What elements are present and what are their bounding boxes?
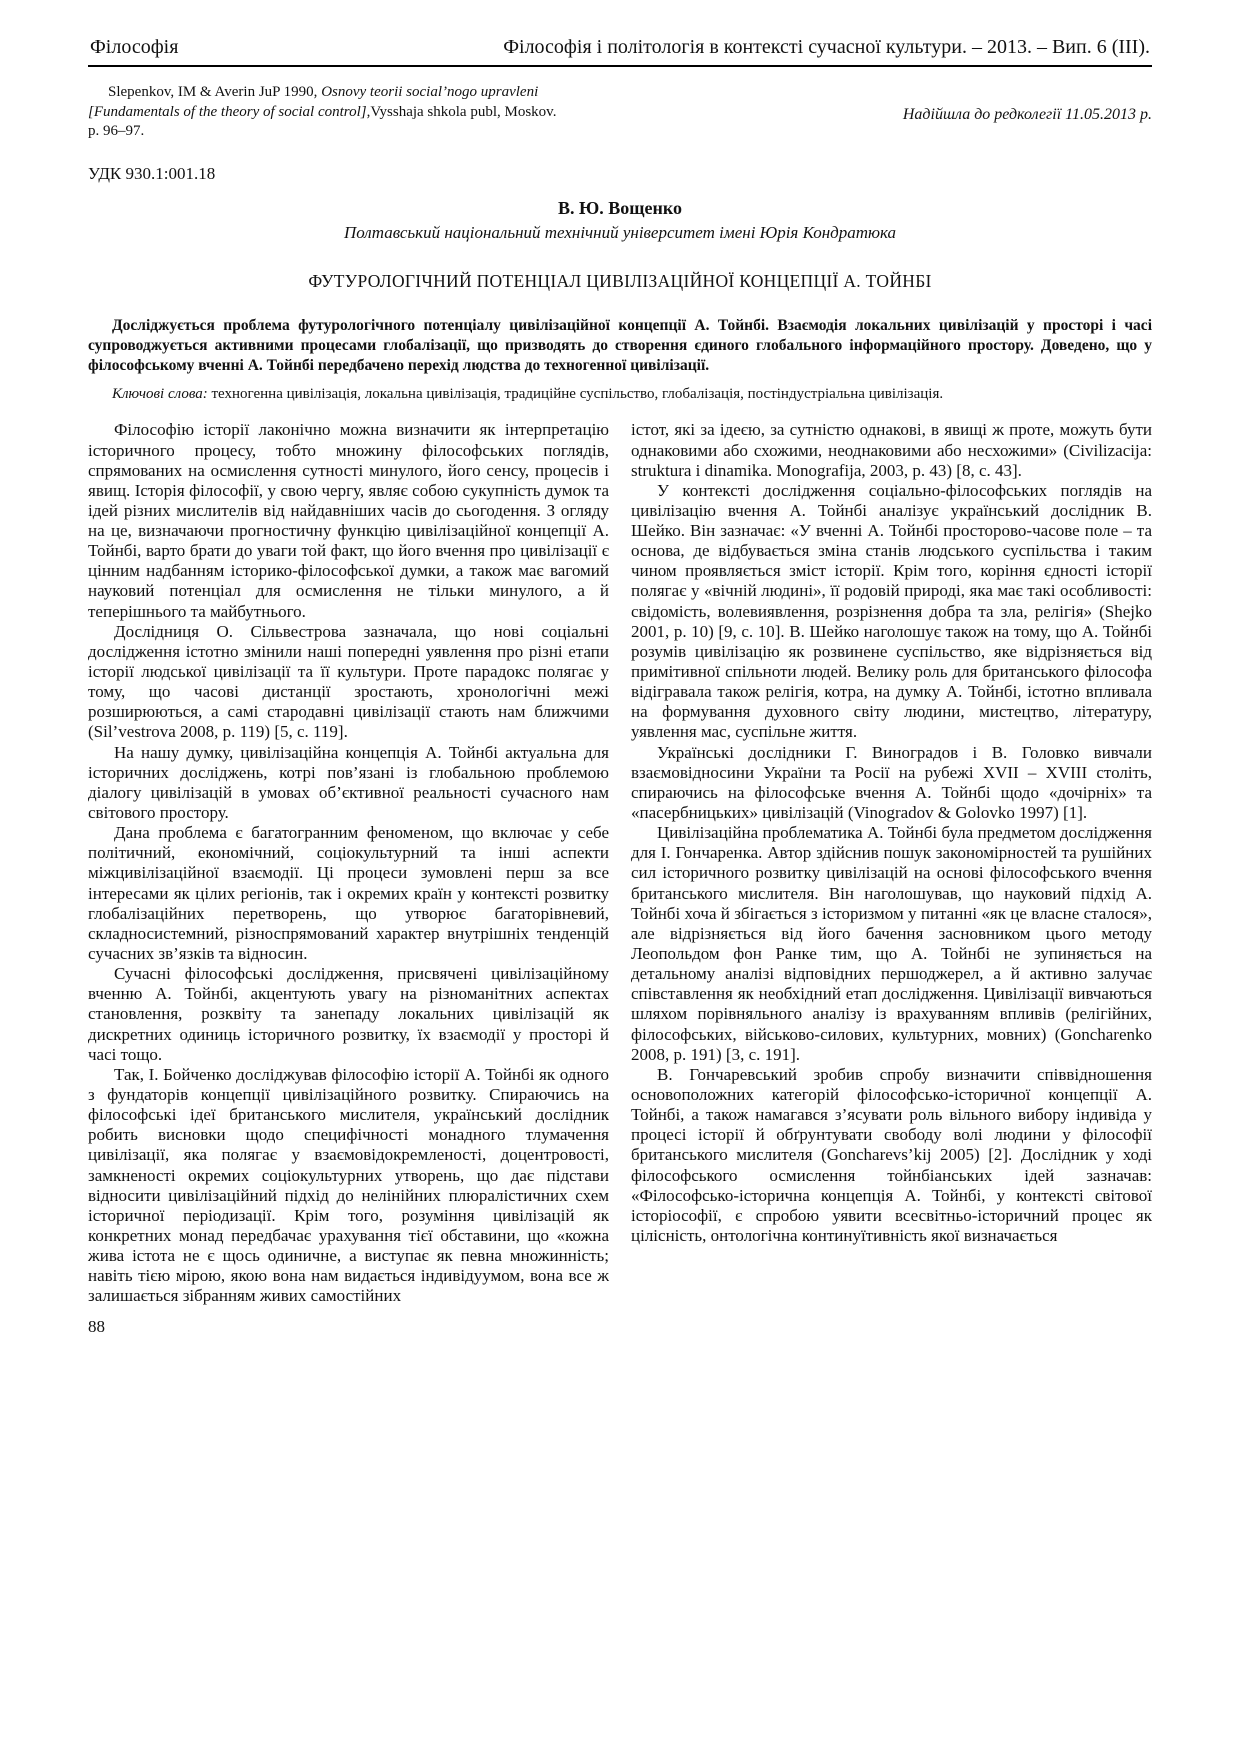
received-date: Надійшла до редколегії 11.05.2013 р. [902,106,1152,124]
left-column [88,420,609,1306]
bibliographic-reference [88,83,558,142]
paragraph: На нашу думку, цивілізаційна концепція А. Тойнбі актуальна для історичних досліджень, котрі пов’язані із глобальною проблемою діалогу цивілізацій в умовах об’єктивної реальності сучасного нам світового простору. [88,742,609,823]
reference-publisher: ,Vysshaja shkola publ, Moskov. p. 96–97. [88,103,557,139]
front-matter-row [88,83,1152,142]
paragraph: Сучасні філософські дослідження, присвячені цивілізаційному вченню А. Тойнбі, акцентують увагу на різноманітних аспектах становлення, розквіту та занепаду локальних цивілізацій як дискретних одиниць історичного розвитку, їх взаємодії у просторі й часі тощо. [88,964,609,1064]
paragraph: Українські дослідники Г. Виноградов і В. Головко вивчали взаємовідносини України та Росії на рубежі XVII – XVIII століть, спираючись на філософське вчення А. Тойнбі щодо «дочірніх» та «пасербницьких» цивілізацій (Vinogradov & Golovko 1997) [1]. [631,742,1152,823]
two-column-body [88,420,1152,1306]
keywords-label: Ключові слова: [112,385,208,402]
running-head-section: Філософія [90,36,179,58]
author-affiliation: Полтавський національний технічний університет імені Юрія Кондратюка [343,222,897,242]
running-head [88,36,1152,67]
author-name: В. Ю. Вощенко [558,197,682,218]
reference-authors: Slepenkov, IM & Averin JuP 1990, [108,84,322,100]
reference-title: Osnovy teorii social’nogo upravleni [Fundamentals of the theory of social control] [88,84,539,120]
right-column [631,420,1152,1306]
running-head-journal-title: Філософія і політологія в контексті сучасної культури. – 2013. – Вип. 6 (ІІІ). [503,36,1150,58]
keywords [88,385,1152,405]
keywords-list: техногенна цивілізація, локальна цивілізація, традиційне суспільство, глобалізація, постіндустріальна цивілізація. [207,385,944,402]
paragraph: Дана проблема є багатогранним феноменом, що включає у себе політичний, економічний, соціокультурний та інші аспекти міжцивілізаційної взаємодії. Ці процеси зумовлені перш за все інтересами як цілих регіонів, так і окремих країн у контексті розвитку глобалізаційних перетворень, що утворює багаторівневий, складносистемний, різноспрямований характер внутрішніх тенденцій сучасних зв’язків та відносин. [88,823,609,964]
paragraph: Так, І. Бойченко досліджував філософію історії А. Тойнбі як одного з фундаторів концепції цивілізаційного розвитку. Спираючись на філософські ідеї британського мислителя, український дослідник робить висновки щодо специфічності монадного тлумачення цивілізації, яка полягає у взаємовідокремленості, доцентровості, замкненості окремих соціокультурних утворень, що дає підстави відносити цивілізаційний підхід до нелінійних плюралістичних схем історичної періодизації. Крім того, розуміння цивілізацій як конкретних монад передбачає урахування тієї обставини, що «кожна жива істота не є щось одиничне, а виступає як певна множинність; навіть тією мірою, якою вона нам видається індивідуумом, вона все ж залишається зібранням живих самостійних [88,1064,609,1306]
udc-code: УДК 930.1:001.18 [88,163,216,183]
paragraph: Філософію історії лаконічно можна визначити як інтерпретацію історичного процесу, тобто множину філософських поглядів, спрямованих на осмислення сутності минулого, його сенсу, процесів і явищ. Історія філософії, у свою чергу, являє собою сукупність думок та ідей різних мислителів від найдавніших часів до сьогодення. З огляду на це, визначаючи прогностичну функцію цивілізаційної концепції А. Тойнбі, варто брати до уваги той факт, що його вчення про цивілізації є цінним надбанням історико-філософської думки, а також має вагомий науковий потенціал для осмислення не тільки минулого, а й теперішнього та майбутнього. [88,420,609,621]
paragraph: Цивілізаційна проблематика А. Тойнбі була предметом дослідження для І. Гончаренка. Автор здійснив пошук закономірностей та рушійних сил історичного розвитку цивілізацій на основі філософського вчення британського мислителя. Він наголошував, що науковий підхід А. Тойнбі хоча й збігається з історизмом у питанні «як це власне сталося», але відрізняється від його бачення засновником цього методу Леопольдом фон Ранке тим, що А. Тойнбі не зупиняється на детальному аналізі відповідних першоджерел, а й активно залучає співставлення як необхідний етап дослідження. Цивілізації вивчаються шляхом порівняльного аналізу із врахуванням впливів (релігійних, філософських, військово-силових, культурних, мовних) (Goncharenko 2008, p. 191) [3, с. 191]. [631,823,1152,1064]
paragraph: Дослідниця О. Сільвестрова зазначала, що нові соціальні дослідження істотно змінили наші попередні уявлення про різні етапи історії людської цивілізації та її культури. Проте парадокс полягає у тому, що часові дистанції зростають, хронологічні межі розширюються, а самі стародавні цивілізації стають нам ближчими (Sil’vestrova 2008, p. 119) [5, с. 119]. [88,621,609,742]
abstract: Досліджується проблема футурологічного потенціалу цивілізаційної концепції А. Тойнбі. Взаємодія локальних цивілізацій у просторі і часі супроводжується активними процесами глобалізації, що призводять до створення єдиного глобального інформаційного простору. Доведено, що у філософському вченні А. Тойнбі передбачено перехід людства до техногенної цивілізації. [88,316,1152,375]
page-number: 88 [88,1316,105,1336]
paragraph: В. Гончаревський зробив спробу визначити співвідношення основоположних категорій філософсько-історичної концепції А. Тойнбі, а також намагався з’ясувати роль вільного вибору індивіда у процесі історії й обґрунтувати свободу волі людини у філософії британського мислителя (Goncharevs’kij 2005) [2]. Дослідник у ході філософського осмислення тойнбіанських ідей зазначав: «Філософсько-історична концепція А. Тойнбі, у контексті світової історіософії, є спробою уявити всесвітньо-історичний процес як цілісність, онтологічна континуїтивність якої визначається [631,1064,1152,1245]
paragraph: У контексті дослідження соціально-філософських поглядів на цивілізацію вчення А. Тойнбі аналізує український дослідник В. Шейко. Він зазначає: «У вченні А. Тойнбі просторово-часове поле – та основа, де відбувається зміна станів людського суспільства і таким чином проявляється зміст історії. Крім того, коріння єдності історії полягає у «вічній людині», її родовій природі, яка має такі особливості: свідомість, волевиявлення, розрізнення добра та зла, релігія» (Shejko 2001, p. 10) [9, с. 10]. В. Шейко наголошує також на тому, що А. Тойнбі розумів цивілізацію як розвинене суспільство, яке відрізняється від примітивної спільноти людей. Велику роль для британського філософа відігравала також релігія, котра, на думку А. Тойнбі, істотно впливала на формування духовного світу людини, мистецтво, літературу, уявлення мас, суспільне життя. [631,480,1152,742]
article-title: ФУТУРОЛОГІЧНИЙ ПОТЕНЦІАЛ ЦИВІЛІЗАЦІЙНОЇ КОНЦЕПЦІЇ А. ТОЙНБІ [308,270,932,291]
paragraph-continuation: істот, які за ідеєю, за сутністю однакові, в явищі ж проте, можуть бути однаковими або схожими, неоднаковими або несхожими» (Civilizacija: struktura i dinamika. Monografija, 2003, p. 43) [8, с. 43]. [631,420,1152,480]
